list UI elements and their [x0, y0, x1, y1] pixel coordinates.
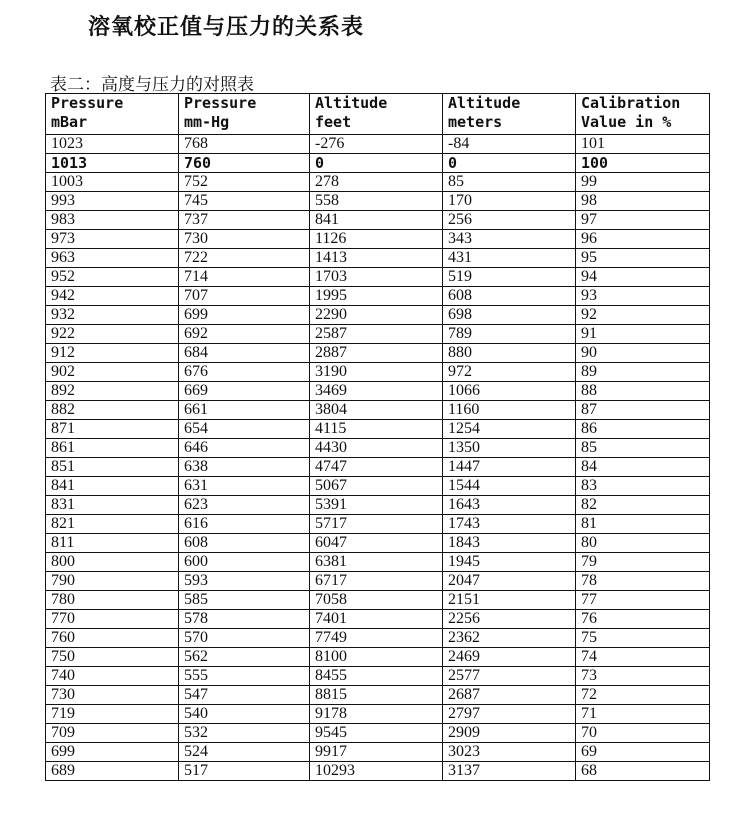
pressure-mbar-cell: 851: [46, 458, 179, 477]
pressure-mbar-cell: 689: [46, 762, 179, 781]
calibration-value-cell: 86: [576, 420, 710, 439]
altitude-feet-cell: 2290: [310, 306, 443, 325]
header-altitude-feet: Altitude feet: [310, 94, 443, 135]
altitude-feet-cell: 6717: [310, 572, 443, 591]
table-row: [46, 268, 710, 287]
altitude-feet-cell: 1995: [310, 287, 443, 306]
altitude-meters-cell: 2797: [443, 705, 576, 724]
pressure-mbar-cell: 1023: [46, 135, 179, 154]
altitude-meters-cell: 2469: [443, 648, 576, 667]
pressure-mmhg-cell: 593: [179, 572, 310, 591]
pressure-mbar-cell: 892: [46, 382, 179, 401]
altitude-meters-cell: 2151: [443, 591, 576, 610]
table-caption: 表二：高度与压力的对照表: [50, 75, 254, 95]
header-altitude-meters: Altitude meters: [443, 94, 576, 135]
calibration-value-cell: 96: [576, 230, 710, 249]
altitude-meters-cell: 0: [443, 154, 576, 173]
table-row: [46, 667, 710, 686]
altitude-feet-cell: 5717: [310, 515, 443, 534]
altitude-meters-cell: 880: [443, 344, 576, 363]
altitude-meters-cell: 1447: [443, 458, 576, 477]
altitude-feet-cell: 0: [310, 154, 443, 173]
table-row: [46, 135, 710, 154]
calibration-value-cell: 82: [576, 496, 710, 515]
pressure-mbar-cell: 912: [46, 344, 179, 363]
calibration-value-cell: 72: [576, 686, 710, 705]
altitude-meters-cell: 2909: [443, 724, 576, 743]
calibration-value-cell: 69: [576, 743, 710, 762]
pressure-mbar-cell: 719: [46, 705, 179, 724]
altitude-feet-cell: 4115: [310, 420, 443, 439]
table-row: [46, 230, 710, 249]
calibration-value-cell: 71: [576, 705, 710, 724]
pressure-mbar-cell: 790: [46, 572, 179, 591]
pressure-mmhg-cell: 532: [179, 724, 310, 743]
table-row: [46, 325, 710, 344]
calibration-value-cell: 73: [576, 667, 710, 686]
altitude-feet-cell: 841: [310, 211, 443, 230]
table-row: [46, 173, 710, 192]
calibration-value-cell: 98: [576, 192, 710, 211]
calibration-value-cell: 90: [576, 344, 710, 363]
table-row: [46, 515, 710, 534]
pressure-mbar-cell: 882: [46, 401, 179, 420]
altitude-meters-cell: 2047: [443, 572, 576, 591]
pressure-mbar-cell: 922: [46, 325, 179, 344]
calibration-value-cell: 97: [576, 211, 710, 230]
table-row: [46, 439, 710, 458]
altitude-feet-cell: 7401: [310, 610, 443, 629]
pressure-mbar-cell: 699: [46, 743, 179, 762]
pressure-mbar-cell: 800: [46, 553, 179, 572]
altitude-meters-cell: 1160: [443, 401, 576, 420]
table-row: [46, 591, 710, 610]
altitude-feet-cell: 5391: [310, 496, 443, 515]
table-row: [46, 363, 710, 382]
calibration-value-cell: 93: [576, 287, 710, 306]
altitude-feet-cell: 3804: [310, 401, 443, 420]
altitude-feet-cell: 6381: [310, 553, 443, 572]
altitude-feet-cell: 4430: [310, 439, 443, 458]
table-row: [46, 382, 710, 401]
calibration-value-cell: 87: [576, 401, 710, 420]
table-row: [46, 192, 710, 211]
pressure-mmhg-cell: 745: [179, 192, 310, 211]
table-row: [46, 496, 710, 515]
pressure-mbar-cell: 709: [46, 724, 179, 743]
altitude-meters-cell: 3023: [443, 743, 576, 762]
table-row: [46, 344, 710, 363]
calibration-value-cell: 94: [576, 268, 710, 287]
calibration-value-cell: 81: [576, 515, 710, 534]
altitude-meters-cell: 2256: [443, 610, 576, 629]
pressure-mbar-cell: 861: [46, 439, 179, 458]
pressure-mmhg-cell: 616: [179, 515, 310, 534]
table-row: [46, 534, 710, 553]
calibration-value-cell: 68: [576, 762, 710, 781]
pressure-mmhg-cell: 578: [179, 610, 310, 629]
calibration-value-cell: 75: [576, 629, 710, 648]
pressure-mbar-cell: 821: [46, 515, 179, 534]
altitude-meters-cell: 1643: [443, 496, 576, 515]
pressure-mmhg-cell: 760: [179, 154, 310, 173]
table-row: [46, 572, 710, 591]
pressure-mmhg-cell: 714: [179, 268, 310, 287]
header-calibration-value: Calibration Value in %: [576, 94, 710, 135]
pressure-mmhg-cell: 585: [179, 591, 310, 610]
page-title: 溶氧校正值与压力的关系表: [88, 15, 365, 40]
altitude-feet-cell: 5067: [310, 477, 443, 496]
calibration-value-cell: 74: [576, 648, 710, 667]
calibration-value-cell: 84: [576, 458, 710, 477]
pressure-mbar-cell: 1013: [46, 154, 179, 173]
pressure-mbar-cell: 780: [46, 591, 179, 610]
calibration-value-cell: 89: [576, 363, 710, 382]
pressure-mbar-cell: 963: [46, 249, 179, 268]
pressure-mbar-cell: 740: [46, 667, 179, 686]
pressure-mbar-cell: 932: [46, 306, 179, 325]
pressure-mmhg-cell: 562: [179, 648, 310, 667]
calibration-value-cell: 85: [576, 439, 710, 458]
table-row: [46, 648, 710, 667]
altitude-feet-cell: -276: [310, 135, 443, 154]
altitude-feet-cell: 1413: [310, 249, 443, 268]
pressure-mmhg-cell: 600: [179, 553, 310, 572]
pressure-mmhg-cell: 517: [179, 762, 310, 781]
pressure-mbar-cell: 730: [46, 686, 179, 705]
pressure-mbar-cell: 831: [46, 496, 179, 515]
altitude-meters-cell: 1544: [443, 477, 576, 496]
pressure-mmhg-cell: 654: [179, 420, 310, 439]
pressure-mmhg-cell: 684: [179, 344, 310, 363]
calibration-value-cell: 78: [576, 572, 710, 591]
pressure-mbar-cell: 983: [46, 211, 179, 230]
altitude-meters-cell: 2362: [443, 629, 576, 648]
pressure-mmhg-cell: 638: [179, 458, 310, 477]
pressure-mbar-cell: 1003: [46, 173, 179, 192]
table-row: [46, 287, 710, 306]
pressure-mmhg-cell: 631: [179, 477, 310, 496]
altitude-feet-cell: 4747: [310, 458, 443, 477]
pressure-mbar-cell: 952: [46, 268, 179, 287]
altitude-meters-cell: -84: [443, 135, 576, 154]
pressure-mbar-cell: 841: [46, 477, 179, 496]
table-row: [46, 724, 710, 743]
altitude-meters-cell: 1843: [443, 534, 576, 553]
altitude-meters-cell: 2687: [443, 686, 576, 705]
header-pressure-mmhg: Pressure mm-Hg: [179, 94, 310, 135]
calibration-value-cell: 100: [576, 154, 710, 173]
altitude-meters-cell: 1350: [443, 439, 576, 458]
calibration-value-cell: 79: [576, 553, 710, 572]
pressure-mmhg-cell: 707: [179, 287, 310, 306]
table-row: [46, 306, 710, 325]
calibration-value-cell: 91: [576, 325, 710, 344]
calibration-value-cell: 83: [576, 477, 710, 496]
pressure-mmhg-cell: 699: [179, 306, 310, 325]
pressure-mmhg-cell: 768: [179, 135, 310, 154]
altitude-meters-cell: 431: [443, 249, 576, 268]
table-row: [46, 211, 710, 230]
calibration-value-cell: 80: [576, 534, 710, 553]
table-row: [46, 743, 710, 762]
pressure-mbar-cell: 811: [46, 534, 179, 553]
altitude-meters-cell: 789: [443, 325, 576, 344]
table-row: [46, 477, 710, 496]
calibration-value-cell: 70: [576, 724, 710, 743]
table-row: [46, 762, 710, 781]
pressure-mmhg-cell: 555: [179, 667, 310, 686]
altitude-meters-cell: 3137: [443, 762, 576, 781]
altitude-meters-cell: 698: [443, 306, 576, 325]
altitude-meters-cell: 1743: [443, 515, 576, 534]
table-row: [46, 705, 710, 724]
altitude-feet-cell: 9917: [310, 743, 443, 762]
pressure-mmhg-cell: 752: [179, 173, 310, 192]
altitude-feet-cell: 278: [310, 173, 443, 192]
pressure-altitude-table: [45, 93, 710, 781]
altitude-meters-cell: 256: [443, 211, 576, 230]
pressure-mmhg-cell: 623: [179, 496, 310, 515]
altitude-feet-cell: 2587: [310, 325, 443, 344]
altitude-feet-cell: 1126: [310, 230, 443, 249]
altitude-feet-cell: 3469: [310, 382, 443, 401]
altitude-meters-cell: 1254: [443, 420, 576, 439]
altitude-meters-cell: 1066: [443, 382, 576, 401]
pressure-mmhg-cell: 570: [179, 629, 310, 648]
altitude-meters-cell: 343: [443, 230, 576, 249]
table-row: [46, 420, 710, 439]
pressure-mbar-cell: 871: [46, 420, 179, 439]
altitude-feet-cell: 3190: [310, 363, 443, 382]
pressure-mbar-cell: 770: [46, 610, 179, 629]
pressure-mbar-cell: 760: [46, 629, 179, 648]
pressure-mmhg-cell: 547: [179, 686, 310, 705]
table-row: [46, 249, 710, 268]
altitude-feet-cell: 9178: [310, 705, 443, 724]
altitude-feet-cell: 1703: [310, 268, 443, 287]
pressure-mbar-cell: 942: [46, 287, 179, 306]
pressure-mmhg-cell: 661: [179, 401, 310, 420]
calibration-value-cell: 88: [576, 382, 710, 401]
table-row: [46, 610, 710, 629]
pressure-mbar-cell: 973: [46, 230, 179, 249]
altitude-feet-cell: 6047: [310, 534, 443, 553]
altitude-meters-cell: 1945: [443, 553, 576, 572]
pressure-mbar-cell: 750: [46, 648, 179, 667]
altitude-feet-cell: 10293: [310, 762, 443, 781]
altitude-meters-cell: 170: [443, 192, 576, 211]
pressure-mmhg-cell: 737: [179, 211, 310, 230]
altitude-feet-cell: 2887: [310, 344, 443, 363]
pressure-mmhg-cell: 524: [179, 743, 310, 762]
calibration-value-cell: 95: [576, 249, 710, 268]
pressure-mmhg-cell: 646: [179, 439, 310, 458]
table-row: [46, 686, 710, 705]
pressure-mmhg-cell: 730: [179, 230, 310, 249]
altitude-meters-cell: 519: [443, 268, 576, 287]
calibration-value-cell: 76: [576, 610, 710, 629]
pressure-mmhg-cell: 669: [179, 382, 310, 401]
altitude-meters-cell: 85: [443, 173, 576, 192]
calibration-value-cell: 92: [576, 306, 710, 325]
altitude-feet-cell: 9545: [310, 724, 443, 743]
pressure-mbar-cell: 993: [46, 192, 179, 211]
pressure-mmhg-cell: 676: [179, 363, 310, 382]
altitude-feet-cell: 8455: [310, 667, 443, 686]
table-header-row: [46, 94, 710, 135]
header-pressure-mbar: Pressure mBar: [46, 94, 179, 135]
pressure-mbar-cell: 902: [46, 363, 179, 382]
calibration-value-cell: 77: [576, 591, 710, 610]
table-row: [46, 553, 710, 572]
altitude-feet-cell: 8100: [310, 648, 443, 667]
altitude-feet-cell: 7058: [310, 591, 443, 610]
table-row: [46, 629, 710, 648]
altitude-meters-cell: 972: [443, 363, 576, 382]
pressure-mmhg-cell: 608: [179, 534, 310, 553]
altitude-feet-cell: 7749: [310, 629, 443, 648]
altitude-feet-cell: 558: [310, 192, 443, 211]
table-row: [46, 154, 710, 173]
altitude-meters-cell: 608: [443, 287, 576, 306]
pressure-mmhg-cell: 692: [179, 325, 310, 344]
altitude-feet-cell: 8815: [310, 686, 443, 705]
table-body: [46, 135, 710, 781]
altitude-meters-cell: 2577: [443, 667, 576, 686]
pressure-mmhg-cell: 540: [179, 705, 310, 724]
table-row: [46, 458, 710, 477]
calibration-value-cell: 101: [576, 135, 710, 154]
calibration-value-cell: 99: [576, 173, 710, 192]
pressure-mmhg-cell: 722: [179, 249, 310, 268]
table-row: [46, 401, 710, 420]
